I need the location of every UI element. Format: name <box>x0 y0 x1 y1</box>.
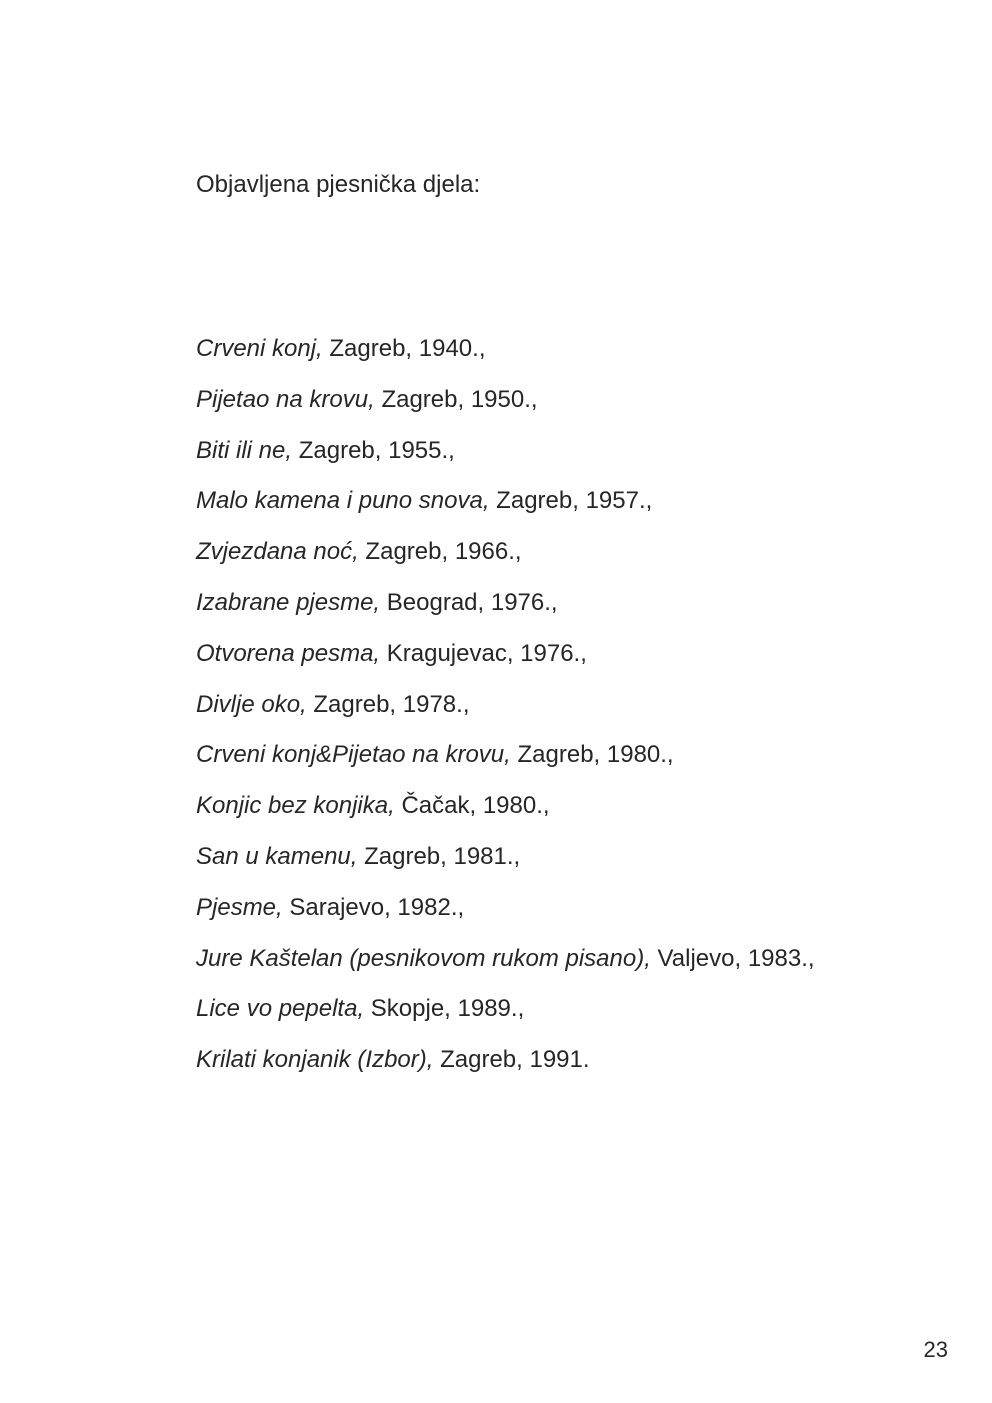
list-item <box>196 791 815 842</box>
work-title: San u kamenu, <box>196 842 358 870</box>
list-item <box>196 588 815 639</box>
work-details: Beograd, 1976., <box>380 588 558 616</box>
work-title: Pijetao na krovu, <box>196 385 375 413</box>
work-title: Divlje oko, <box>196 690 307 718</box>
work-title: Pjesme, <box>196 893 283 921</box>
list-item <box>196 639 815 690</box>
work-title: Zvjezdana noć, <box>196 538 359 566</box>
list-item <box>196 944 815 995</box>
work-title: Jure Kaštelan (pesnikovom rukom pisano), <box>196 944 651 972</box>
work-title: Krilati konjanik (Izbor), <box>196 1046 434 1074</box>
work-title: Konjic bez konjika, <box>196 792 395 820</box>
work-details: Skopje, 1989., <box>364 995 525 1023</box>
work-title: Malo kamena i puno snova, <box>196 487 490 515</box>
work-details: Čačak, 1980., <box>394 792 550 820</box>
list-item <box>196 385 815 436</box>
work-details: Sarajevo, 1982., <box>282 893 465 921</box>
list-item <box>196 994 815 1045</box>
list-item <box>196 690 815 741</box>
section-heading: Objavljena pjesnička djela: <box>196 171 481 198</box>
work-details: Zagreb, 1950., <box>374 385 538 413</box>
list-item <box>196 537 815 588</box>
work-title: Izabrane pjesme, <box>196 588 381 616</box>
work-details: Zagreb, 1980., <box>510 741 674 769</box>
work-details: Zagreb, 1957., <box>489 487 653 515</box>
work-details: Zagreb, 1955., <box>292 436 455 464</box>
work-title: Otvorena pesma, <box>196 639 381 667</box>
work-title: Lice vo pepelta, <box>196 995 365 1023</box>
list-item <box>196 842 815 893</box>
list-item <box>196 486 815 537</box>
list-item <box>196 740 815 791</box>
work-details: Zagreb, 1981., <box>357 842 521 870</box>
list-item <box>196 893 815 944</box>
work-details: Zagreb, 1966., <box>358 538 522 566</box>
page-number: 23 <box>923 1337 948 1362</box>
work-details: Zagreb, 1940., <box>322 335 486 362</box>
work-title: Biti ili ne, <box>196 436 293 464</box>
work-details: Valjevo, 1983., <box>650 944 815 972</box>
list-item <box>196 334 815 385</box>
list-item <box>196 436 815 487</box>
work-details: Zagreb, 1978., <box>306 690 470 718</box>
work-title: Crveni konj, <box>196 335 323 362</box>
work-details: Zagreb, 1991. <box>433 1046 590 1074</box>
work-title: Crveni konj&Pijetao na krovu, <box>196 741 511 769</box>
list-item <box>196 1045 815 1096</box>
works-list <box>196 334 815 1096</box>
work-details: Kragujevac, 1976., <box>380 639 587 667</box>
